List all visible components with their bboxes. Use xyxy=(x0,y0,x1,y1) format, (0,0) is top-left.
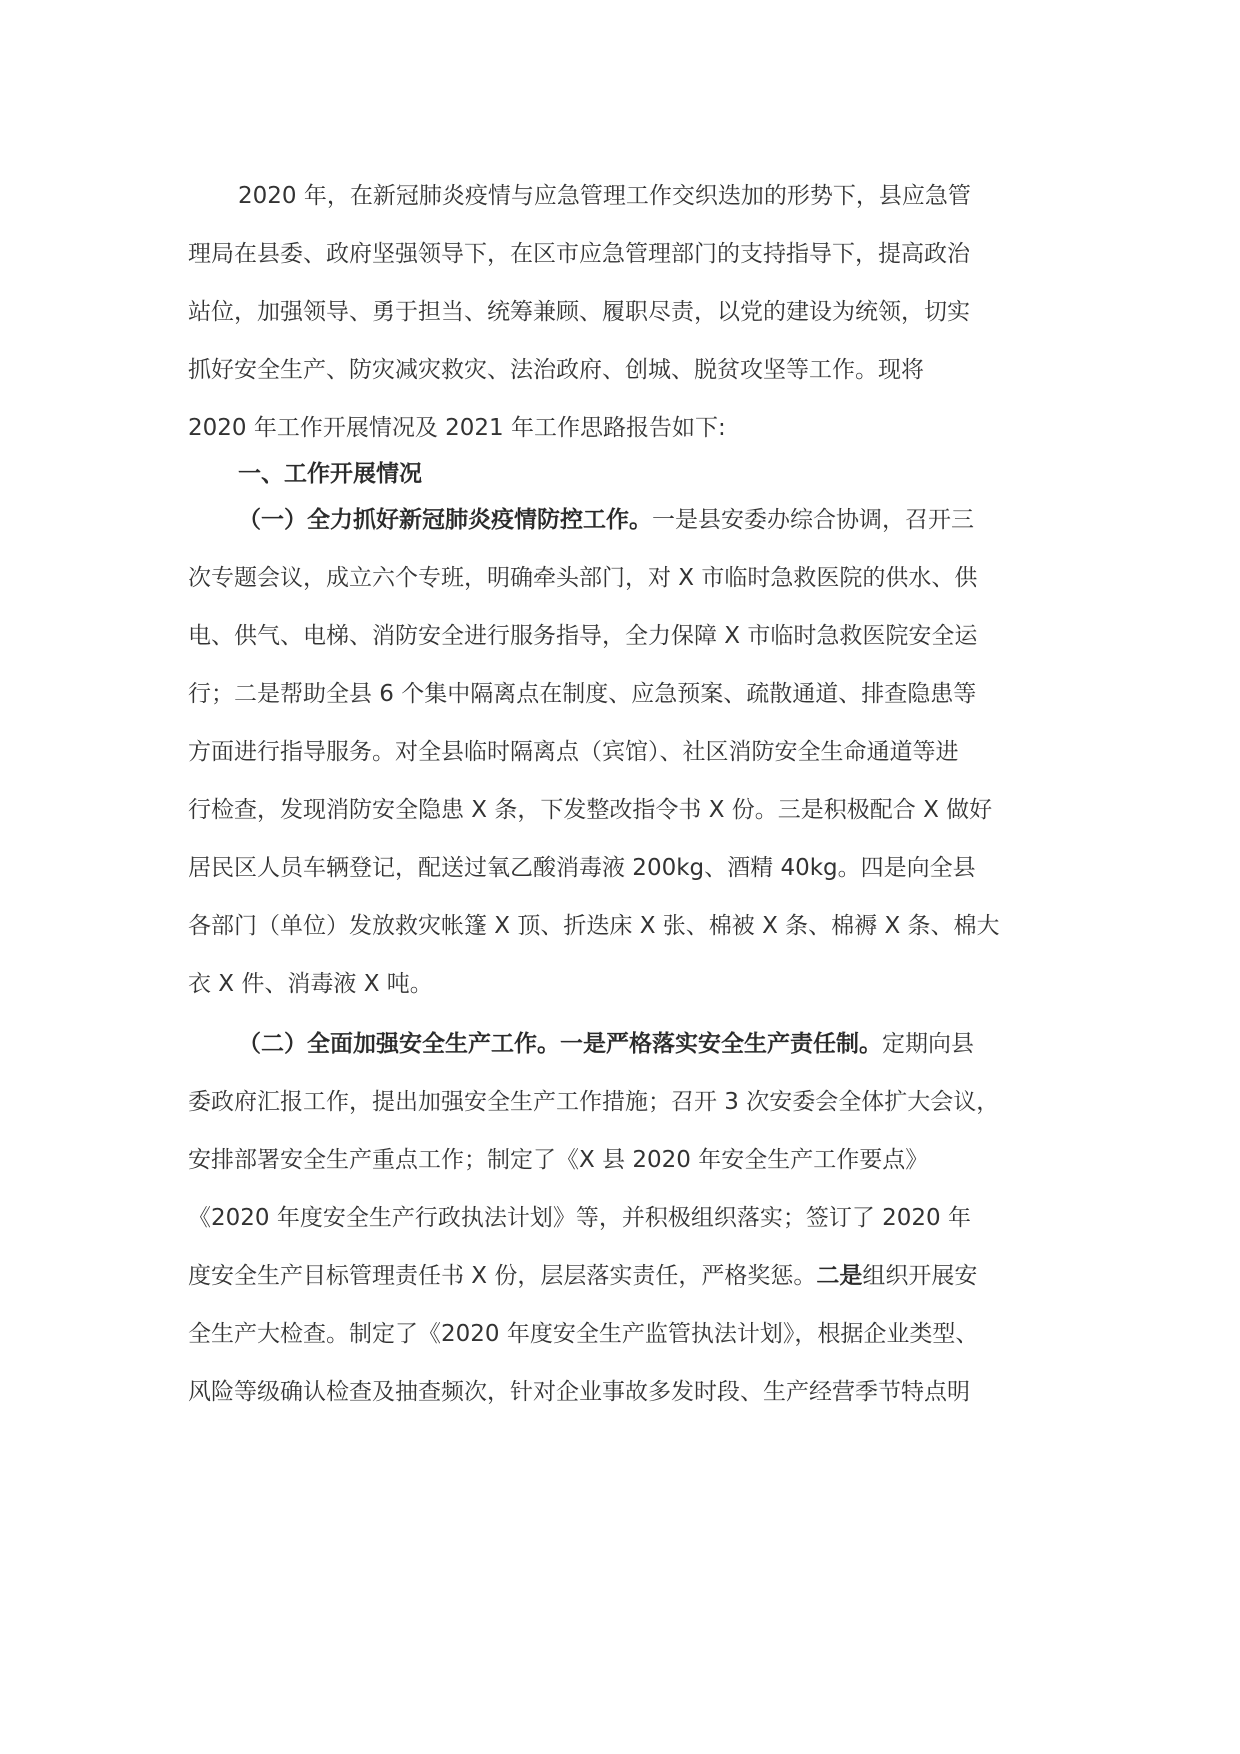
subsection-heading-1: （一）全力抓好新冠肺炎疫情防控工作。 xyxy=(238,507,652,533)
paragraph-2-line-1 xyxy=(238,500,974,540)
paragraph-3-line-2: 委政府汇报工作，提出加强安全生产工作措施；召开 3 次安委会全体扩大会议， xyxy=(188,1089,1000,1115)
paragraph-2-text: 一是县安委办综合协调，召开三 xyxy=(652,507,974,533)
paragraph-3-line-6: 全生产大检查。制定了《2020 年度安全生产监管执法计划》，根据企业类型、 xyxy=(188,1321,979,1347)
section-heading-1: 一、工作开展情况 xyxy=(238,461,422,487)
paragraph-2-line-5: 方面进行指导服务。对全县临时隔离点（宾馆）、社区消防安全生命通道等进 xyxy=(188,739,959,765)
paragraph-2-line-4: 行；二是帮助全县 6 个集中隔离点在制度、应急预案、疏散通道、排查隐患等 xyxy=(188,681,977,707)
paragraph-3-text: 定期向县 xyxy=(882,1031,974,1057)
paragraph-1-line-4: 抓好安全生产、防灾减灾救灾、法治政府、创城、脱贫攻坚等工作。现将 xyxy=(188,357,924,383)
paragraph-2-line-7: 居民区人员车辆登记，配送过氧乙酸消毒液 200kg、酒精 40kg。四是向全县 xyxy=(188,855,976,881)
paragraph-2-line-9: 衣 X 件、消毒液 X 吨。 xyxy=(188,971,433,997)
paragraph-2-line-3: 电、供气、电梯、消防安全进行服务指导，全力保障 X 市临时急救医院安全运 xyxy=(188,623,978,649)
paragraph-2-line-6: 行检查，发现消防安全隐患 X 条，下发整改指令书 X 份。三是积极配合 X 做好 xyxy=(188,797,993,823)
item-marker-two: 二是 xyxy=(816,1263,863,1289)
paragraph-3-line-4: 《2020 年度安全生产行政执法计划》等，并积极组织落实；签订了 2020 年 xyxy=(188,1205,971,1231)
paragraph-1-line-5: 2020 年工作开展情况及 2021 年工作思路报告如下: xyxy=(188,415,726,441)
paragraph-1-line-3: 站位，加强领导、勇于担当、统筹兼顾、履职尽责，以党的建设为统领，切实 xyxy=(188,299,970,325)
paragraph-3-line-5-tail: 组织开展安 xyxy=(862,1263,978,1289)
paragraph-3-line-3: 安排部署安全生产重点工作；制定了《X 县 2020 年安全生产工作要点》 xyxy=(188,1147,929,1173)
paragraph-2-line-2: 次专题会议，成立六个专班，明确牵头部门，对 X 市临时急救医院的供水、供 xyxy=(188,565,978,591)
paragraph-3-line-5 xyxy=(188,1256,977,1296)
paragraph-2-line-8: 各部门（单位）发放救灾帐篷 X 顶、折迭床 X 张、棉被 X 条、棉褥 X 条、棉大 xyxy=(188,913,1000,939)
paragraph-1-line-2: 理局在县委、政府坚强领导下，在区市应急管理部门的支持指导下，提高政治 xyxy=(188,241,970,267)
paragraph-3-line-7: 风险等级确认检查及抽查频次，针对企业事故多发时段、生产经营季节特点明 xyxy=(188,1379,970,1405)
paragraph-3-line-5-text: 度安全生产目标管理责任书 X 份，层层落实责任，严格奖惩。 xyxy=(188,1263,817,1289)
paragraph-3-line-1 xyxy=(238,1024,974,1064)
subsection-heading-2: （二）全面加强安全生产工作。一是严格落实安全生产责任制。 xyxy=(238,1031,882,1057)
paragraph-1-line-1: 2020 年，在新冠肺炎疫情与应急管理工作交织迭加的形势下，县应急管 xyxy=(238,183,971,209)
